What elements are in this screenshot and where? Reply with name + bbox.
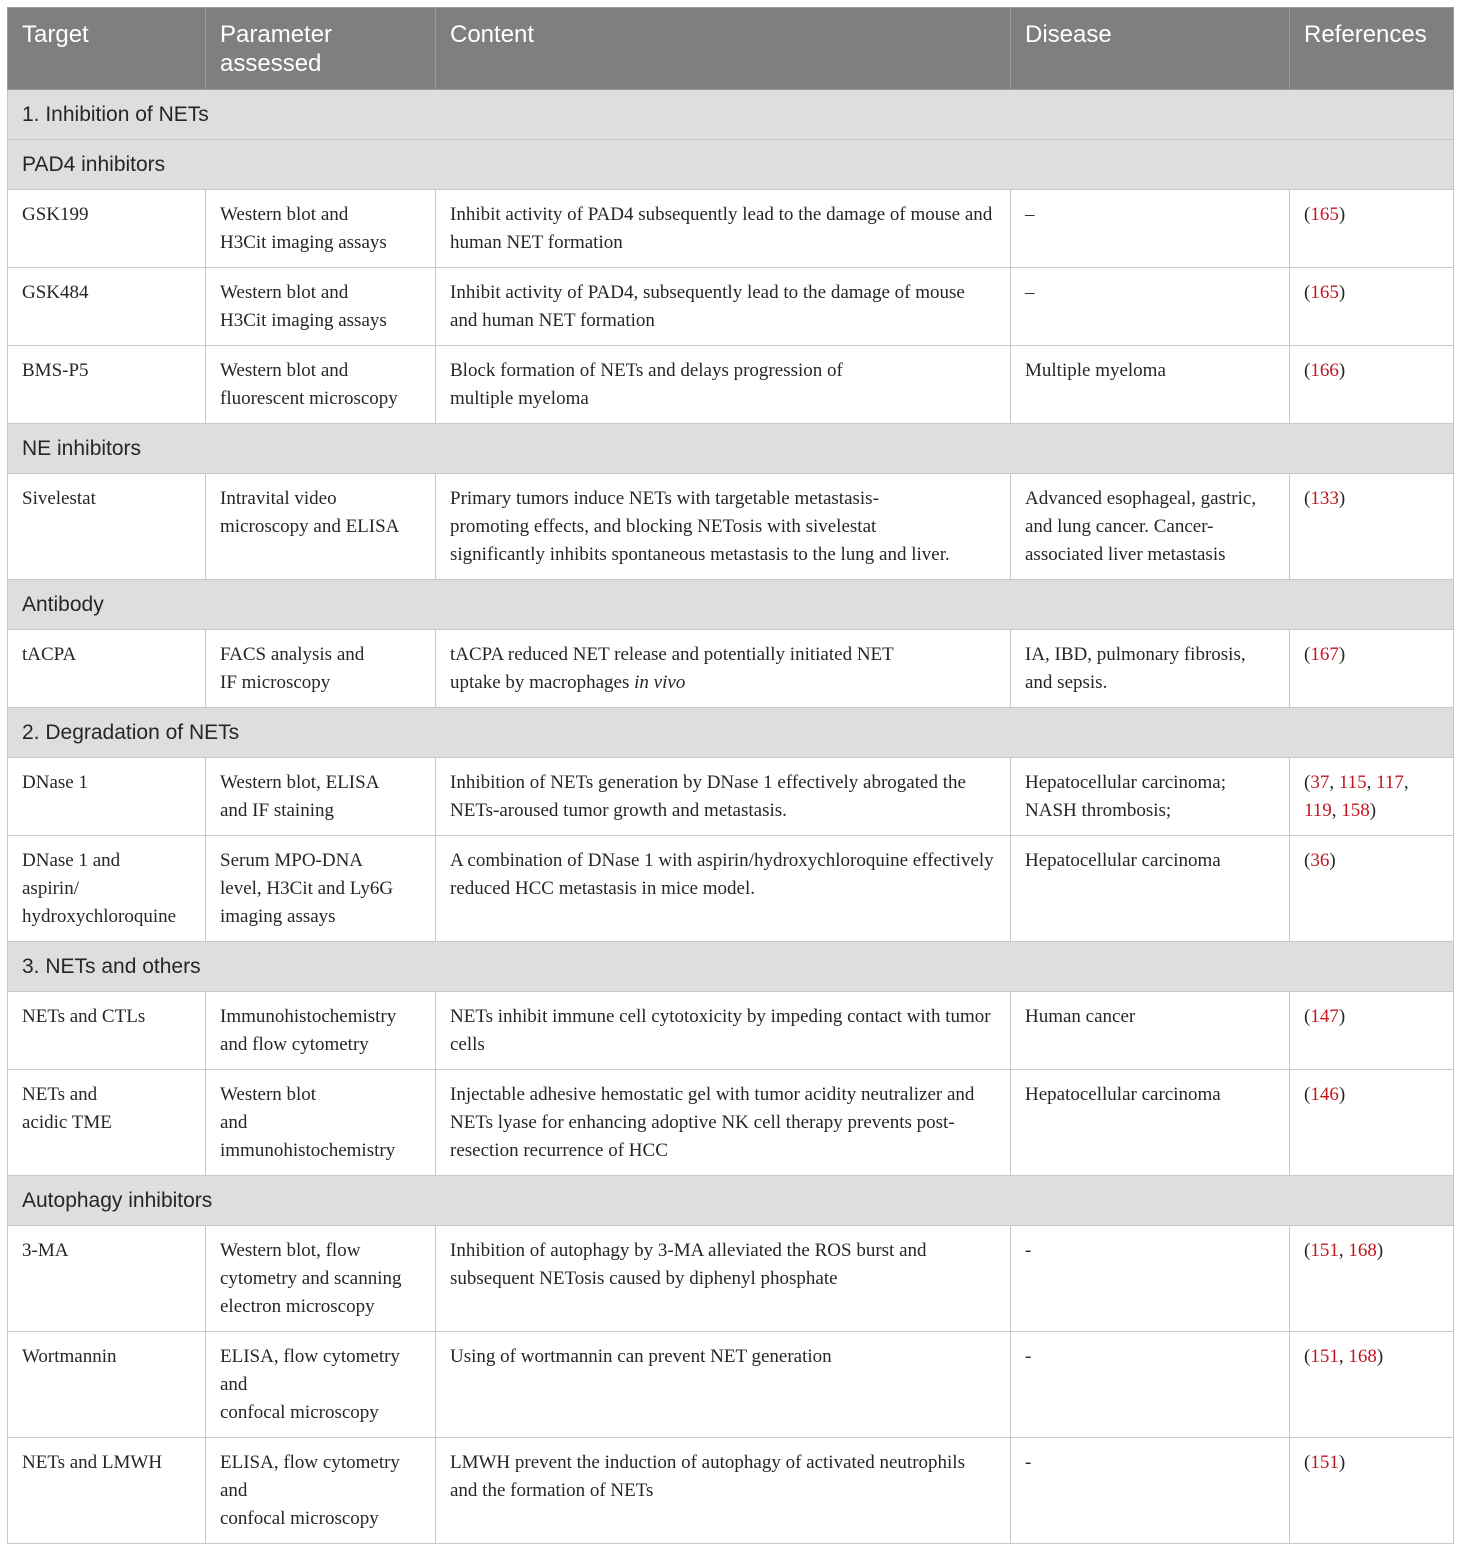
cell-references: [1290, 1070, 1454, 1176]
ref-paren: ): [1338, 282, 1346, 303]
table-row: [8, 346, 1454, 424]
ref-paren: ): [1376, 1346, 1384, 1367]
reference-link[interactable]: 147: [1310, 1006, 1339, 1027]
cell-disease: Human cancer: [1011, 992, 1290, 1070]
cell-references: [1290, 992, 1454, 1070]
reference-link[interactable]: 146: [1310, 1084, 1339, 1105]
data-table: [7, 7, 1454, 1544]
section-header-row: [8, 424, 1454, 474]
cell-parameter: Western blot, flow cytometry and scanning electron microscopy: [206, 1226, 436, 1332]
cell-disease: -: [1011, 1438, 1290, 1544]
table-header-row: [8, 8, 1454, 90]
cell-parameter: Intravital video microscopy and ELISA: [206, 474, 436, 580]
ref-paren: (: [1304, 644, 1311, 665]
ref-separator: ,: [1338, 1346, 1349, 1367]
cell-target: BMS-P5: [8, 346, 206, 424]
cell-content: Inhibition of NETs generation by DNase 1 effectively abrogated the NETs-aroused tumor growth and metastasis.: [436, 758, 1011, 836]
reference-link[interactable]: 165: [1310, 204, 1339, 225]
ref-paren: ): [1376, 1240, 1384, 1261]
table-row: [8, 474, 1454, 580]
ref-paren: (: [1304, 282, 1311, 303]
ref-paren: (: [1304, 1006, 1311, 1027]
section-title: Autophagy inhibitors: [8, 1176, 1454, 1226]
ref-paren: ): [1338, 204, 1346, 225]
ref-paren: ): [1338, 1084, 1346, 1105]
section-title: Antibody: [8, 580, 1454, 630]
ref-paren: ): [1329, 850, 1336, 871]
cell-references: [1290, 1438, 1454, 1544]
section-title: 3. NETs and others: [8, 942, 1454, 992]
cell-content-italic: in vivo: [634, 672, 686, 693]
ref-paren: (: [1304, 360, 1311, 381]
ref-paren: ): [1338, 1006, 1346, 1027]
ref-paren: (: [1304, 1452, 1311, 1473]
ref-paren: ): [1338, 644, 1346, 665]
table-row: [8, 1332, 1454, 1438]
cell-target: GSK484: [8, 268, 206, 346]
reference-link[interactable]: 117: [1376, 772, 1404, 793]
ref-paren: (: [1304, 772, 1311, 793]
column-header-parameter: Parameter assessed: [206, 8, 436, 90]
reference-link[interactable]: 167: [1310, 644, 1339, 665]
cell-target: tACPA: [8, 630, 206, 708]
table-body: [8, 90, 1454, 1544]
cell-content: Block formation of NETs and delays progression of multiple myeloma: [436, 346, 1011, 424]
cell-disease: -: [1011, 1332, 1290, 1438]
reference-link[interactable]: 119: [1304, 800, 1332, 821]
cell-target: Sivelestat: [8, 474, 206, 580]
cell-disease: –: [1011, 190, 1290, 268]
section-title: PAD4 inhibitors: [8, 140, 1454, 190]
ref-separator: ,: [1403, 772, 1409, 793]
cell-content: Primary tumors induce NETs with targetable metastasis- promoting effects, and blocking NETosis with sivelestat significantly inhibits spontaneous metastasis to the lung and liver.: [436, 474, 1011, 580]
reference-link[interactable]: 151: [1310, 1240, 1339, 1261]
cell-target: NETs and LMWH: [8, 1438, 206, 1544]
reference-link[interactable]: 158: [1341, 800, 1370, 821]
cell-target: GSK199: [8, 190, 206, 268]
cell-references: [1290, 190, 1454, 268]
table-row: [8, 190, 1454, 268]
reference-link[interactable]: 115: [1338, 772, 1367, 793]
cell-target: DNase 1: [8, 758, 206, 836]
cell-disease: -: [1011, 1226, 1290, 1332]
cell-target: NETs and CTLs: [8, 992, 206, 1070]
section-header-row: [8, 580, 1454, 630]
ref-paren: (: [1304, 488, 1311, 509]
cell-parameter: ELISA, flow cytometry and confocal microscopy: [206, 1438, 436, 1544]
cell-content: Inhibit activity of PAD4, subsequently lead to the damage of mouse and human NET formation: [436, 268, 1011, 346]
reference-link[interactable]: 151: [1310, 1346, 1339, 1367]
ref-paren: ): [1338, 488, 1346, 509]
cell-content: Inhibit activity of PAD4 subsequently lead to the damage of mouse and human NET formation: [436, 190, 1011, 268]
cell-parameter: Western blot and H3Cit imaging assays: [206, 268, 436, 346]
section-header-row: [8, 1176, 1454, 1226]
table-row: [8, 630, 1454, 708]
reference-link[interactable]: 165: [1310, 282, 1339, 303]
reference-link[interactable]: 151: [1310, 1452, 1339, 1473]
ref-paren: ): [1369, 800, 1377, 821]
table-row: [8, 1070, 1454, 1176]
cell-content: LMWH prevent the induction of autophagy of activated neutrophils and the formation of NETs: [436, 1438, 1011, 1544]
cell-content: NETs inhibit immune cell cytotoxicity by impeding contact with tumor cells: [436, 992, 1011, 1070]
cell-references: [1290, 1332, 1454, 1438]
cell-parameter: Serum MPO-DNA level, H3Cit and Ly6G imaging assays: [206, 836, 436, 942]
cell-parameter: ELISA, flow cytometry and confocal microscopy: [206, 1332, 436, 1438]
cell-disease: Multiple myeloma: [1011, 346, 1290, 424]
reference-link[interactable]: 168: [1348, 1346, 1377, 1367]
ref-paren: (: [1304, 1084, 1311, 1105]
section-title: 1. Inhibition of NETs: [8, 90, 1454, 140]
cell-references: [1290, 758, 1454, 836]
ref-paren: ): [1338, 360, 1346, 381]
cell-target: NETs and acidic TME: [8, 1070, 206, 1176]
table-row: [8, 1226, 1454, 1332]
cell-references: [1290, 268, 1454, 346]
cell-references: [1290, 474, 1454, 580]
cell-content: Inhibition of autophagy by 3-MA alleviated the ROS burst and subsequent NETosis caused by diphenyl phosphate: [436, 1226, 1011, 1332]
table-row: [8, 1438, 1454, 1544]
reference-link[interactable]: 37: [1310, 772, 1330, 793]
reference-link[interactable]: 133: [1310, 488, 1339, 509]
ref-paren: (: [1304, 850, 1311, 871]
cell-content: Injectable adhesive hemostatic gel with tumor acidity neutralizer and NETs lyase for enhancing adoptive NK cell therapy prevents post-resection recurrence of HCC: [436, 1070, 1011, 1176]
ref-separator: ,: [1329, 772, 1339, 793]
cell-target: 3-MA: [8, 1226, 206, 1332]
cell-target: Wortmannin: [8, 1332, 206, 1438]
section-title: 2. Degradation of NETs: [8, 708, 1454, 758]
reference-link[interactable]: 168: [1348, 1240, 1377, 1261]
ref-separator: ,: [1331, 800, 1342, 821]
reference-link[interactable]: 166: [1310, 360, 1339, 381]
cell-references: [1290, 630, 1454, 708]
ref-paren: ): [1338, 1452, 1346, 1473]
cell-parameter: Immunohistochemistry and flow cytometry: [206, 992, 436, 1070]
cell-content: Using of wortmannin can prevent NET generation: [436, 1332, 1011, 1438]
section-header-row: [8, 942, 1454, 992]
table-row: [8, 992, 1454, 1070]
table-row: [8, 268, 1454, 346]
section-header-row: [8, 140, 1454, 190]
cell-parameter: Western blot, ELISA and IF staining: [206, 758, 436, 836]
cell-target: DNase 1 and aspirin/ hydroxychloroquine: [8, 836, 206, 942]
section-header-row: [8, 90, 1454, 140]
column-header-content: Content: [436, 8, 1011, 90]
table-row: [8, 758, 1454, 836]
ref-paren: (: [1304, 1346, 1311, 1367]
cell-parameter: FACS analysis and IF microscopy: [206, 630, 436, 708]
cell-disease: IA, IBD, pulmonary fibrosis, and sepsis.: [1011, 630, 1290, 708]
reference-link[interactable]: 36: [1310, 850, 1330, 871]
table-row: [8, 836, 1454, 942]
cell-references: [1290, 1226, 1454, 1332]
section-header-row: [8, 708, 1454, 758]
section-title: NE inhibitors: [8, 424, 1454, 474]
cell-disease: Hepatocellular carcinoma; NASH thrombosis;: [1011, 758, 1290, 836]
column-header-disease: Disease: [1011, 8, 1290, 90]
ref-paren: (: [1304, 1240, 1311, 1261]
cell-parameter: Western blot and fluorescent microscopy: [206, 346, 436, 424]
cell-content: tACPA reduced NET release and potentially initiated NET uptake by macrophages in vivo: [436, 630, 1011, 708]
cell-parameter: Western blot and H3Cit imaging assays: [206, 190, 436, 268]
cell-references: [1290, 836, 1454, 942]
cell-disease: Hepatocellular carcinoma: [1011, 836, 1290, 942]
cell-disease: Advanced esophageal, gastric, and lung cancer. Cancer- associated liver metastasis: [1011, 474, 1290, 580]
ref-separator: ,: [1366, 772, 1377, 793]
ref-paren: (: [1304, 204, 1311, 225]
cell-references: [1290, 346, 1454, 424]
cell-disease: Hepatocellular carcinoma: [1011, 1070, 1290, 1176]
cell-disease: –: [1011, 268, 1290, 346]
column-header-target: Target: [8, 8, 206, 90]
cell-parameter: Western blot and immunohistochemistry: [206, 1070, 436, 1176]
ref-separator: ,: [1338, 1240, 1349, 1261]
cell-content: A combination of DNase 1 with aspirin/hydroxychloroquine effectively reduced HCC metastasis in mice model.: [436, 836, 1011, 942]
column-header-references: References: [1290, 8, 1454, 90]
